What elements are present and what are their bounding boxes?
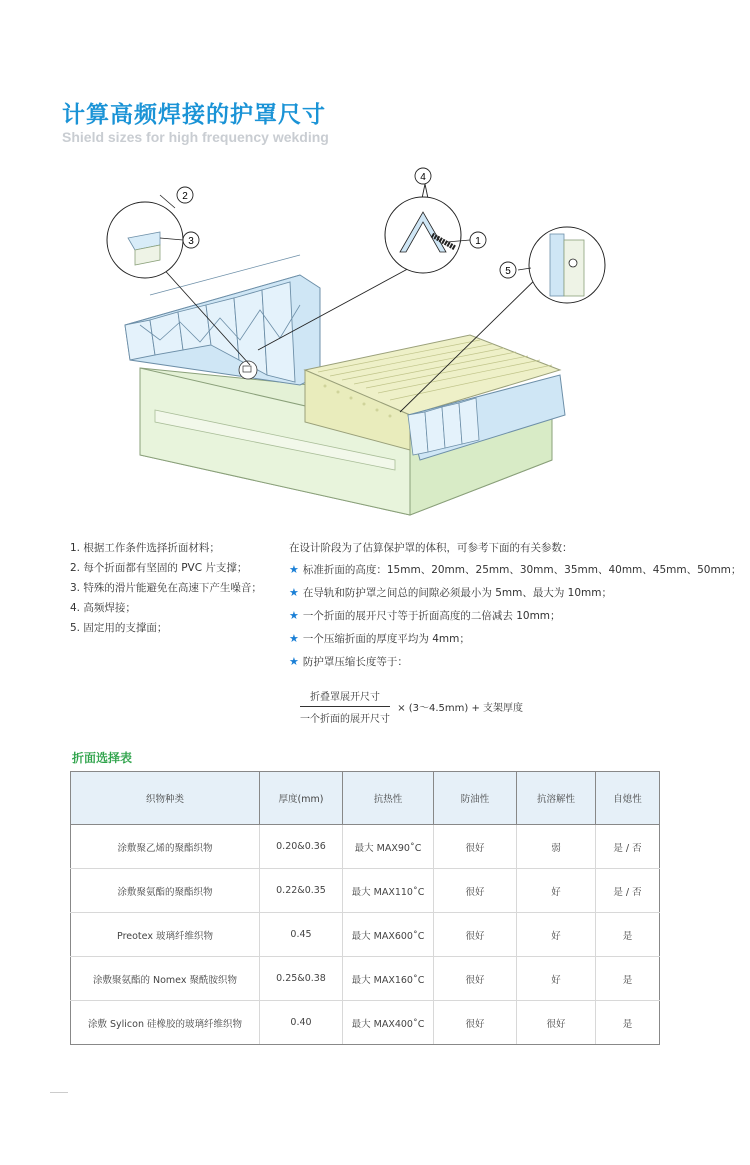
parameters-intro: 在设计阶段为了估算保护罩的体积，可参考下面的有关参数：: [289, 542, 573, 554]
svg-text:5: 5: [505, 266, 511, 277]
table-cell: 涂敷聚氨酯的聚酯织物: [71, 869, 260, 913]
star-icon: ★: [289, 563, 299, 576]
column-header: 抗热性: [343, 772, 434, 825]
star-icon: ★: [289, 655, 299, 668]
callout-4: [415, 168, 431, 184]
star-icon: ★: [289, 632, 299, 645]
formula-denominator: 一个折面的展开尺寸: [300, 714, 390, 725]
table-cell: 很好: [434, 913, 517, 957]
table-cell: 是 / 否: [596, 825, 660, 869]
table-cell: 很好: [434, 1001, 517, 1045]
table-cell: 最大 MAX90˚C: [343, 825, 434, 869]
table-cell: 弱: [517, 825, 596, 869]
svg-text:3: 3: [188, 236, 194, 247]
page-mark: [50, 1092, 68, 1093]
star-icon: ★: [289, 586, 299, 599]
feature-item: 2. 每个折面都有坚固的 PVC 片支撑；: [70, 562, 248, 574]
design-parameters: [289, 538, 741, 673]
parameter-item: ★ 一个折面的展开尺寸等于折面高度的二倍减去 10mm；: [289, 609, 561, 622]
parameter-item: ★ 标准折面的高度：15mm、20mm、25mm、30mm、35mm、40mm、45mm、50mm；: [289, 563, 742, 576]
parameter-item: ★ 一个压缩折面的厚度平均为 4mm；: [289, 632, 470, 645]
callout-5: [500, 262, 516, 278]
table-cell: 很好: [517, 1001, 596, 1045]
page-title: 计算高频焊接的护罩尺寸: [62, 102, 326, 128]
callout-2: [177, 187, 193, 203]
table-cell: 0.40: [260, 1001, 343, 1045]
table-cell: 是: [596, 1001, 660, 1045]
star-icon: ★: [289, 609, 299, 622]
table-cell: 0.22&0.35: [260, 869, 343, 913]
svg-text:1: 1: [475, 236, 481, 247]
table-cell: 最大 MAX160˚C: [343, 957, 434, 1001]
callout-1: [470, 232, 486, 248]
table-title: 折面选择表: [72, 751, 133, 765]
table-cell: 最大 MAX110˚C: [343, 869, 434, 913]
svg-text:4: 4: [420, 172, 426, 183]
fabric-selection-table: [70, 771, 660, 1045]
table-cell: 好: [517, 913, 596, 957]
table-cell: 0.45: [260, 913, 343, 957]
table-cell: 最大 MAX600˚C: [343, 913, 434, 957]
table-row: [71, 913, 660, 957]
callout-3: [183, 232, 199, 248]
table-cell: 涂敷聚乙烯的聚酯织物: [71, 825, 260, 869]
table-cell: 涂敷 Sylicon 硅橡胶的玻璃纤维织物: [71, 1001, 260, 1045]
column-header: 自熄性: [596, 772, 660, 825]
table-cell: 涂敷聚氨酯的 Nomex 聚酰胺织物: [71, 957, 260, 1001]
inset-detail-right: [518, 227, 605, 303]
table-header-row: [71, 772, 660, 825]
table-cell: 0.25&0.38: [260, 957, 343, 1001]
table-cell: 是: [596, 913, 660, 957]
bellows-diagram: [0, 160, 750, 530]
formula-numerator: 折叠罩展开尺寸: [300, 688, 390, 707]
table-cell: 是: [596, 957, 660, 1001]
column-header: 织物种类: [71, 772, 260, 825]
table-cell: 最大 MAX400˚C: [343, 1001, 434, 1045]
page-subtitle: Shield sizes for high frequency wekding: [62, 129, 329, 145]
svg-text:2: 2: [182, 191, 188, 202]
formula-tail: × (3～4.5mm) + 支架厚度: [397, 703, 524, 714]
table-row: [71, 869, 660, 913]
column-header: 防油性: [434, 772, 517, 825]
column-header: 抗溶解性: [517, 772, 596, 825]
feature-item: 1. 根据工作条件选择折面材料；: [70, 542, 220, 554]
table-cell: 好: [517, 957, 596, 1001]
table-cell: 很好: [434, 869, 517, 913]
parameter-item: ★ 防护罩压缩长度等于：: [289, 655, 408, 668]
table-row: [71, 825, 660, 869]
table-cell: 很好: [434, 825, 517, 869]
table-row: [71, 1001, 660, 1045]
table-cell: 0.20&0.36: [260, 825, 343, 869]
feature-list: [70, 538, 262, 638]
inset-detail-middle: [385, 197, 470, 273]
table-cell: 很好: [434, 957, 517, 1001]
feature-item: 3. 特殊的滑片能避免在高速下产生噪音；: [70, 582, 262, 594]
formula-fraction: [300, 688, 390, 725]
length-formula: [300, 688, 523, 725]
table-row: [71, 957, 660, 1001]
table-cell: Preotex 玻璃纤维织物: [71, 913, 260, 957]
parameter-item: ★ 在导轨和防护罩之间总的间隙必须最小为 5mm、最大为 10mm；: [289, 586, 613, 599]
feature-item: 4. 高频焊接；: [70, 602, 136, 614]
feature-item: 5. 固定用的支撑面；: [70, 622, 168, 634]
column-header: 厚度(mm): [260, 772, 343, 825]
table-cell: 好: [517, 869, 596, 913]
inset-detail-left: [107, 195, 183, 278]
table-cell: 是 / 否: [596, 869, 660, 913]
